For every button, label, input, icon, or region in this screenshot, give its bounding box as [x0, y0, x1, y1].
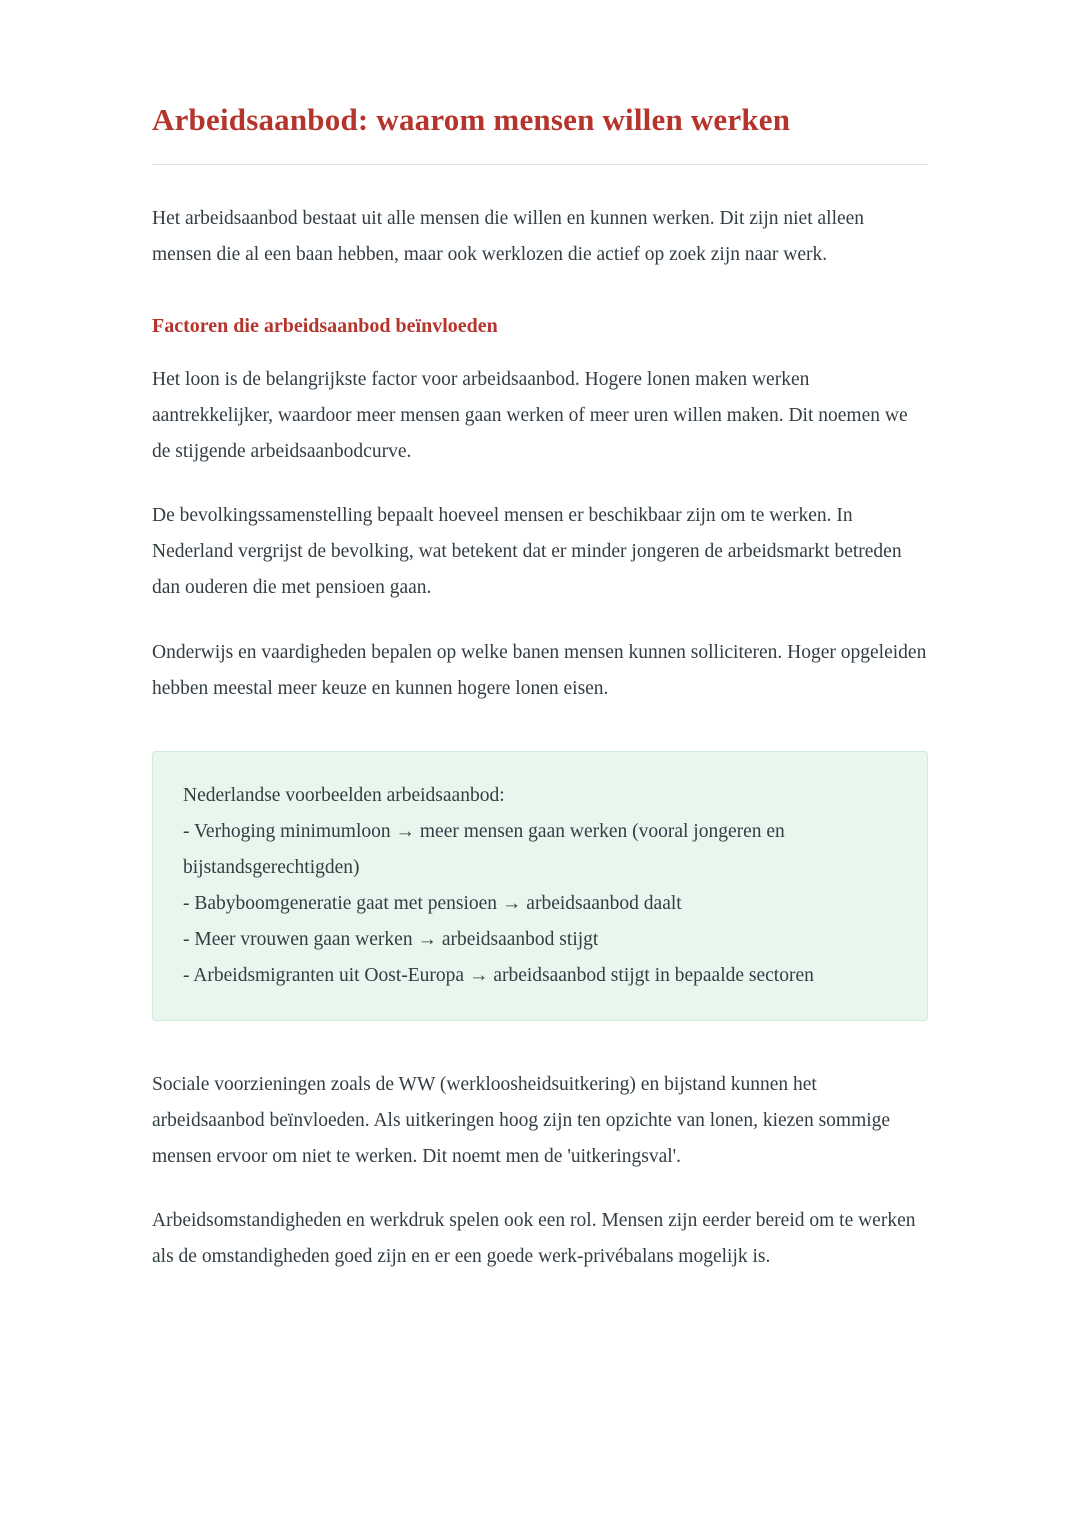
title-divider — [152, 164, 928, 165]
paragraph-education: Onderwijs en vaardigheden bepalen op welke banen mensen kunnen solliciteren. Hoger opgeleiden hebben meestal meer keuze en kunnen hogere lonen eisen. — [152, 641, 927, 699]
section-heading-factors: Factoren die arbeidsaanbod beïnvloeden — [152, 315, 498, 338]
callout-item-migrants: - Arbeidsmigranten uit Oost-Europa → arbeidsaanbod stijgt in bepaalde sectoren — [183, 964, 814, 986]
paragraph-social-benefits: Sociale voorzieningen zoals de WW (werkloosheidsuitkering) en bijstand kunnen het arbeidsaanbod beïnvloeden. Als uitkeringen hoog zijn ten opzichte van lonen, kiezen sommige mensen ervoor om niet te werken. Dit noemt men de 'uitkeringsval'. — [152, 1074, 891, 1168]
callout-title: Nederlandse voorbeelden arbeidsaanbod: — [183, 784, 505, 806]
callout-item-babyboom: - Babyboomgeneratie gaat met pensioen → arbeidsaanbod daalt — [183, 892, 682, 914]
callout-item-minimum-wage: - Verhoging minimumloon → meer mensen gaan werken (vooral jongeren en bijstandsgerechtigden) — [183, 820, 785, 878]
paragraph-population: De bevolkingssamenstelling bepaalt hoeveel mensen er beschikbaar zijn om te werken. In Nederland vergrijst de bevolking, wat betekent dat er minder jongeren de arbeidsmarkt betreden dan ouderen die met pensioen gaan. — [152, 505, 902, 599]
paragraph-wage: Het loon is de belangrijkste factor voor arbeidsaanbod. Hogere lonen maken werken aantrekkelijker, waardoor meer mensen gaan werken of meer uren willen maken. Dit noemen we de stijgende arbeidsaanbodcurve. — [152, 369, 908, 463]
intro-paragraph: Het arbeidsaanbod bestaat uit alle mensen die willen en kunnen werken. Dit zijn niet alleen mensen die al een baan hebben, maar ook werklozen die actief op zoek zijn naar werk. — [152, 208, 865, 266]
paragraph-work-conditions: Arbeidsomstandigheden en werkdruk spelen ook een rol. Mensen zijn eerder bereid om te werken als de omstandigheden goed zijn en er een goede werk-privébalans mogelijk is. — [152, 1210, 916, 1268]
page-title: Arbeidsaanbod: waarom mensen willen werken — [152, 102, 791, 137]
examples-callout — [152, 751, 928, 1021]
callout-item-women: - Meer vrouwen gaan werken → arbeidsaanbod stijgt — [183, 928, 599, 950]
